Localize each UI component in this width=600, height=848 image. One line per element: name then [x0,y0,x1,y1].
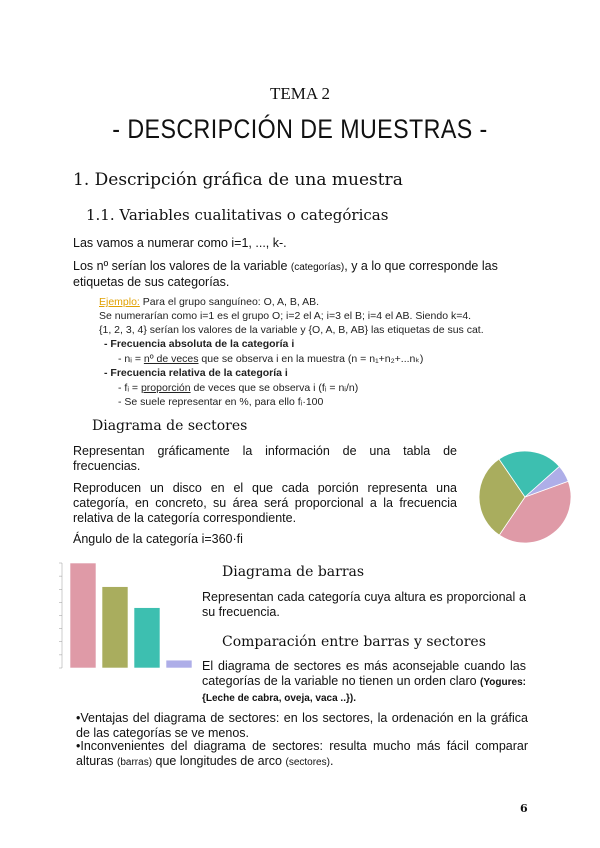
intro-text: Las vamos a numerar como i=1, ..., k-. [73,236,287,250]
ventajas-bullet: •Ventajas del diagrama de sectores: en los sectores, la ordenación en la gráfica de las categorías se ve menos. [76,711,528,740]
example-line-3: {1, 2, 3, 4} serían los valores de la variable y {O, A, B, AB} las etiquetas de sus cat. [99,324,484,336]
inconv-a: •Inconvenientes del diagrama de sectores: resulta mucho más fácil comparar alturas [76,739,528,768]
bar-2 [102,587,128,668]
rel-b: proporción [140,382,191,394]
bullet-dash: - [118,396,125,408]
rel-c: de veces que se observa i (fᵢ = nᵢ/n) [190,382,359,394]
section-heading: 1. Descripción gráfica de una muestra [73,170,403,190]
sectores-heading: Diagrama de sectores [92,418,248,434]
example-line-2: Se numerarían como i=1 es el grupo O; i=2 el A; i=3 el B; i=4 el AB. Siendo k=4. [99,310,472,322]
inconv-c: que longitudes de arco [155,754,282,768]
rel-freq-title: - Frecuencia relativa de la categoría i [104,367,288,379]
barras-heading: Diagrama de barras [222,564,365,580]
abs-a: nᵢ = [124,353,144,365]
values-text-a: Los nº serían los valores de la variable [73,259,288,273]
comparacion-p1 [202,659,526,706]
page-title: - DESCRIPCIÓN DE MUESTRAS - [112,114,488,144]
rel-a: fᵢ = [124,382,141,394]
rel-d: Se suele representar en %, para ello fᵢ·100 [124,396,324,408]
inconv-e: . [329,754,334,768]
bar-3 [134,608,160,668]
example-label: Ejemplo: [99,296,140,308]
example-text-1: Para el grupo sanguíneo: O, A, B, AB. [142,296,320,308]
comparacion-example: (Yogures: {Leche de cabra, oveja, vaca ..}). [202,677,526,704]
subsection-heading: 1.1. Variables cualitativas o categóricas [86,206,389,224]
bar-1 [70,563,96,668]
sectores-p1: Representan gráficamente la información de una tabla de frecuencias. [73,444,457,473]
page-number: 6 [520,802,528,815]
inconv-d: (sectores) [285,757,330,768]
abs-c: que se observa i en la muestra (n = n₁+n₂+...nₖ) [198,353,424,365]
inconvenientes-bullet [76,739,528,770]
tema-label: TEMA 2 [270,84,330,103]
comparacion-text: El diagrama de sectores es más aconsejable cuando las categorías de la variable no tienen un orden claro [202,659,526,688]
example-line-1 [99,295,319,309]
sectores-p2: Reproducen un disco en el que cada porción representa una categoría, en concreto, su área será proporcional a la frecuencia relativa de la categoría correspondiente. [73,481,457,525]
abs-freq-title: - Frecuencia absoluta de la categoría i [104,338,295,350]
values-text-d: etiquetas de sus categorías. [73,275,230,289]
abs-freq-def [118,352,423,366]
rel-freq-def [118,381,358,395]
abs-b: nº de veces [143,353,199,365]
values-paragraph [73,259,528,290]
pie-chart [460,440,590,555]
values-text-categorias: (categorías) [290,262,345,273]
sectores-p3: Ángulo de la categoría i=360·fi [73,532,243,546]
bar-chart [40,556,200,686]
bullet-dash: - [118,353,125,365]
inconv-b: (barras) [117,757,153,768]
rel-freq-percent [118,395,323,409]
barras-p1: Representan cada categoría cuya altura es proporcional a su frecuencia. [202,590,526,619]
values-text-c: , y a lo que corresponde las [344,259,498,273]
bullet-dash: - [118,382,125,394]
comparacion-heading: Comparación entre barras y sectores [222,634,486,650]
bar-4 [166,660,192,668]
